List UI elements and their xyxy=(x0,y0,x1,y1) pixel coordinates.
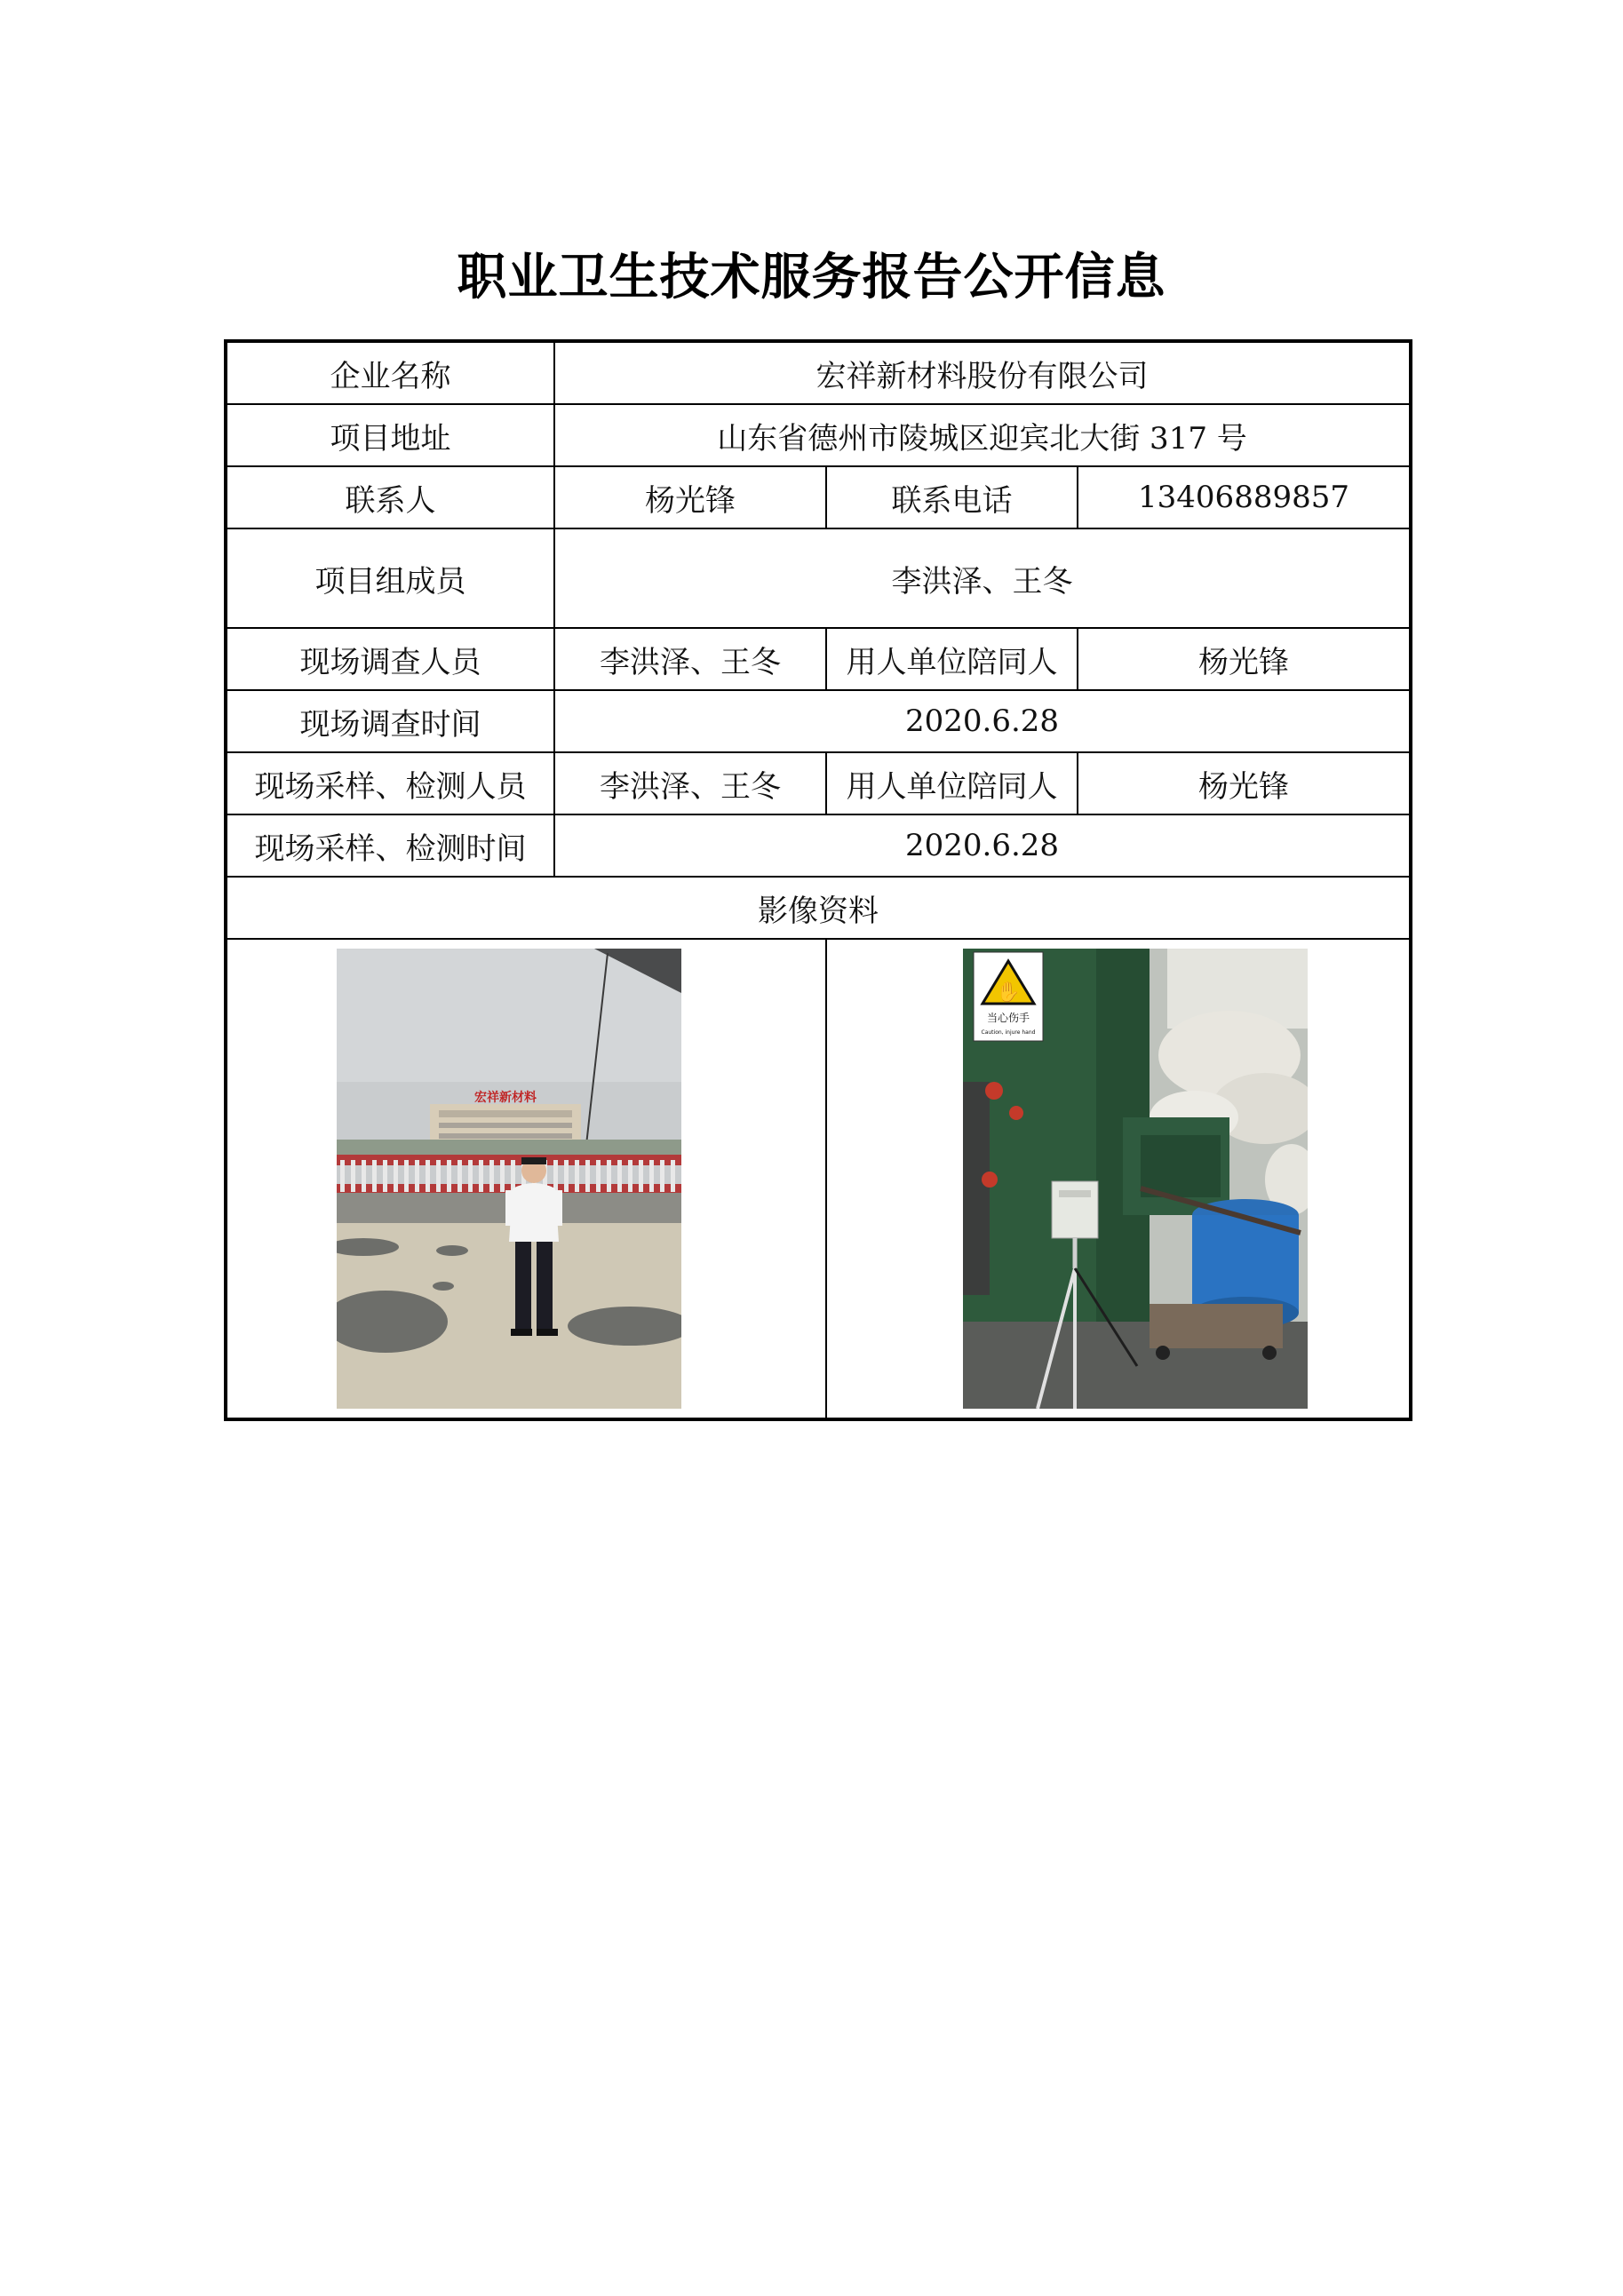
images-label: 影像资料 xyxy=(226,877,1411,939)
building-sign-text xyxy=(474,1090,537,1105)
page-title: 职业卫生技术服务报告公开信息 xyxy=(457,249,1166,306)
sampling-time-label: 现场采样、检测时间 xyxy=(226,814,554,877)
svg-text:当心伤手: 当心伤手 xyxy=(986,1012,1030,1024)
row-photos xyxy=(226,939,1411,1419)
contact-value: 杨光锋 xyxy=(554,466,826,528)
survey-time-label: 现场调查时间 xyxy=(226,690,554,752)
row-sampling-time xyxy=(226,814,1411,877)
survey-escort-label: 用人单位陪同人 xyxy=(826,628,1078,690)
survey-time-value: 2020.6.28 xyxy=(554,690,1411,752)
row-survey-staff xyxy=(226,628,1411,690)
survey-escort-value: 杨光锋 xyxy=(1078,628,1411,690)
survey-staff-label: 现场调查人员 xyxy=(226,628,554,690)
members-label: 项目组成员 xyxy=(226,528,554,628)
sampling-escort-label: 用人单位陪同人 xyxy=(826,752,1078,814)
address-value: 山东省德州市陵城区迎宾北大街 317 号 xyxy=(554,404,1411,466)
company-value: 宏祥新材料股份有限公司 xyxy=(554,341,1411,404)
row-company xyxy=(226,341,1411,404)
site-photo-person-image xyxy=(337,949,681,1409)
row-members xyxy=(226,528,1411,628)
info-table xyxy=(224,339,1412,1421)
company-label: 企业名称 xyxy=(226,341,554,404)
row-survey-time xyxy=(226,690,1411,752)
hand-warning-icon: ✋ xyxy=(996,981,1021,1004)
members-value: 李洪泽、王冬 xyxy=(554,528,1411,628)
survey-staff-value: 李洪泽、王冬 xyxy=(554,628,826,690)
row-sampling-staff xyxy=(226,752,1411,814)
caution-sign xyxy=(974,952,1043,1041)
phone-label: 联系电话 xyxy=(826,466,1078,528)
sampling-staff-label: 现场采样、检测人员 xyxy=(226,752,554,814)
address-label: 项目地址 xyxy=(226,404,554,466)
phone-value: 13406889857 xyxy=(1078,466,1411,528)
row-images-header xyxy=(226,877,1411,939)
site-photo-person xyxy=(337,949,681,1409)
row-contact xyxy=(226,466,1411,528)
sampling-time-value: 2020.6.28 xyxy=(554,814,1411,877)
row-address xyxy=(226,404,1411,466)
contact-label: 联系人 xyxy=(226,466,554,528)
site-photo-equipment xyxy=(963,949,1308,1409)
site-photo-equipment-image xyxy=(963,949,1308,1409)
photo-cell-right xyxy=(826,939,1411,1419)
svg-text:宏祥新材料: 宏祥新材料 xyxy=(474,1091,537,1105)
sampling-escort-value: 杨光锋 xyxy=(1078,752,1411,814)
photo-cell-left xyxy=(226,939,826,1419)
sampling-staff-value: 李洪泽、王冬 xyxy=(554,752,826,814)
svg-text:Caution, injure hand: Caution, injure hand xyxy=(981,1029,1036,1036)
